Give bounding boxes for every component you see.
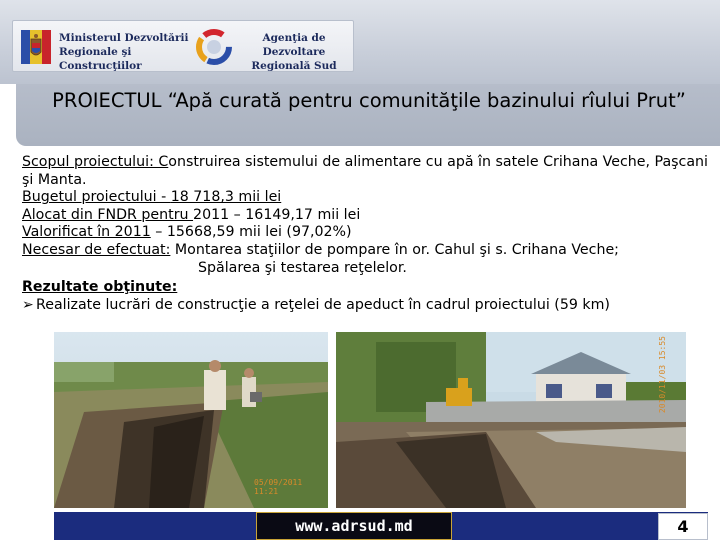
allocated-label: Alocat din FNDR pentru xyxy=(22,206,194,223)
needed-line-2: Spălarea şi testarea reţelelor. xyxy=(198,259,407,276)
agency-line-1: Agenţia de Dezvoltare xyxy=(262,32,326,58)
construction-photo-street xyxy=(336,332,686,508)
moldova-coat-of-arms-icon xyxy=(21,30,51,64)
agency-name xyxy=(239,31,349,73)
street-photo-image xyxy=(336,332,686,508)
adr-sud-logo-icon xyxy=(195,28,233,66)
scope-text: onstruirea sistemului de alimentare cu apă în satele Crihana Veche, Paşcani şi Manta. xyxy=(22,154,708,188)
needed-value-1: Montarea staţiilor de pompare în or. Cahul şi s. Crihana Veche; xyxy=(170,241,619,258)
ministry-line-1: Ministerul Dezvoltării xyxy=(59,32,189,44)
allocated-line xyxy=(22,207,708,225)
photo2-timestamp: 2010/11/03 15:55 xyxy=(658,336,667,414)
arrow-bullet-icon: ➢ xyxy=(22,296,34,313)
allocated-value: 2011 – 16149,17 mii lei xyxy=(193,206,361,223)
slide-title: PROIECTUL “Apă curată pentru comunităţile bazinului rîului Prut” xyxy=(52,89,686,112)
ministry-line-2: Regionale şi Construcţiilor xyxy=(59,46,142,72)
construction-photo-trench xyxy=(54,332,328,508)
valorified-label: Valorificat în 2011 xyxy=(22,224,151,241)
needed-line xyxy=(22,242,708,260)
result-item xyxy=(22,297,708,315)
budget-label: Bugetul proiectului - xyxy=(22,189,171,206)
result-1-text: Realizate lucrări de construcţie a reţelei de apeduct în cadrul proiectului (59 km) xyxy=(36,296,610,313)
budget-line xyxy=(22,189,708,207)
needed-label: Necesar de efectuat: xyxy=(22,241,171,258)
scope-paragraph xyxy=(22,154,708,189)
results-label: Rezultate obţinute: xyxy=(22,279,178,296)
results-heading xyxy=(22,279,708,297)
agency-line-2: Regională Sud xyxy=(251,60,337,72)
website-link[interactable]: www.adrsud.md xyxy=(256,512,452,540)
page-number: 4 xyxy=(658,513,708,540)
photo1-timestamp: 05/09/2011 11:21 xyxy=(254,478,303,496)
ministry-name xyxy=(59,31,199,73)
valorified-value: – 15668,59 mii lei (97,02%) xyxy=(150,224,352,241)
valorified-line xyxy=(22,224,708,242)
scope-label: Scopul proiectului: C xyxy=(22,154,169,170)
project-details xyxy=(22,154,708,314)
header-logo-box xyxy=(12,20,354,72)
budget-value: 18 718,3 mii lei xyxy=(170,189,282,206)
